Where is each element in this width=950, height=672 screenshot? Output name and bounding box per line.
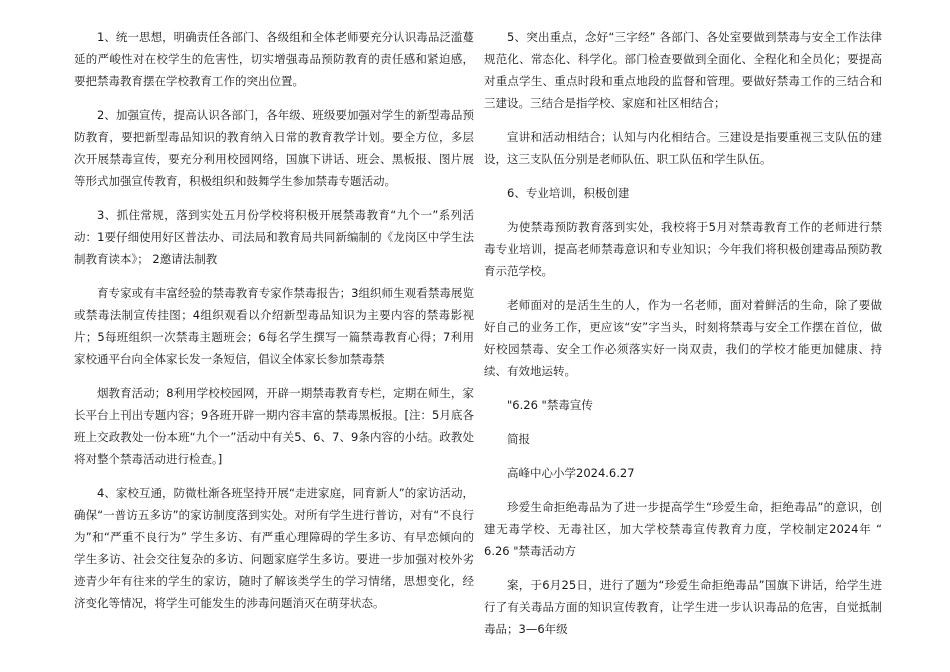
paragraph-key-points-cont: 宣讲和活动相结合；认知与内化相结合。三建设是指要重视三支队伍的建设，这三支队伍分别是老师队伍、职工队伍和学生队伍。 — [484, 130, 882, 166]
paragraph-routine-cont-2: 烟教育活动；8利用学校校园网，开辟一期禁毒教育专栏，定期在师生，家长平台上刊出专题内容；9各班开辟一期内容丰富的禁毒黑板报。[注：5月底各班上交政教处一份本班“九个一”活动中有关5、6、7、9条内容的小结。政教处将对整个禁毒活动进行检查。] — [74, 386, 474, 466]
briefing-label: 简报 — [507, 432, 530, 446]
paragraph-training: 为使禁毒预防教育落到实处，我校将于5月对禁毒教育工作的老师进行禁毒专业培训，提高老师禁毒意识和专业知识；今年我们将积极创建毒品预防教育示范学校。 — [484, 220, 882, 278]
paragraph-home-school: 4、家校互通，防微杜渐各班坚持开展“走进家庭，同育新人”的家访活动，确保“一普访五多访”的家访制度落到实处。对所有学生进行普访，对有“不良行为”和“严重不良行为” 学生多访、有严重心理障碍的学生多访、有早恋倾向的学生多访、社会交往复杂的多访、问题家庭学生多访。要进一步加强对校外劣迹青少年有往来的学生的家访，随时了解该类学生的学习情绪，思想变化，经济变化等情况，将学生可能发生的涉毒问题消灭在萌芽状态。 — [74, 486, 474, 610]
right-column — [484, 26, 882, 652]
paragraph-unify-thinking: 1、统一思想，明确责任各部门、各级组和全体老师要充分认识毒品泛滥蔓延的严峻性对在校学生的危害性，切实增强毒品预防教育的责任感和紧迫感，要把禁毒教育摆在学校教育工作的突出位置。 — [74, 30, 474, 88]
paragraph-routine: 3、抓住常规，落到实处五月份学校将积极开展禁毒教育“九个一”系列活动：1要仔细使用好区普法办、司法局和教育局共同新编制的《龙岗区中学生法制教育读本》； 2邀请法制教 — [74, 208, 474, 266]
paragraph-routine-cont-1: 育专家或有丰富经验的禁毒教育专家作禁毒报告；3组织师生观看禁毒展览或禁毒法制宣传挂图；4组织观看以介绍新型毒品知识为主要内容的禁毒影视片；5每班组织一次禁毒主题班会；6每名学生撰写一篇禁毒教育心得；7利用家校通平台向全体家长发一条短信，倡议全体家长参加禁毒禁 — [74, 286, 474, 366]
paragraph-cherish-life: 珍爱生命拒绝毒品为了进一步提高学生“珍爱生命，拒绝毒品”的意识，创建无毒学校、无毒社区，加大学校禁毒宣传教育力度，学校制定2024年 “ 6.26 "禁毒活动方 — [484, 500, 882, 558]
paragraph-training-heading: 6、专业培训，积极创建 — [507, 186, 630, 200]
paragraph-publicity: 2、加强宣传，提高认识各部门，各年级、班级要加强对学生的新型毒品预防教育，要把新型毒品知识的教育纳入日常的教育教学计划。要全方位，多层次开展禁毒宣传，要充分利用校园网络，国旗下讲话、班会、黑板报、图片展等形式加强宣传教育，积极组织和鼓舞学生参加禁毒专题活动。 — [74, 108, 474, 188]
paragraph-cherish-life-cont: 案，于6月25日，进行了题为“珍爱生命拒绝毒品”国旗下讲话，给学生进行了有关毒品方面的知识宣传教育，让学生进一步认识毒品的危害，自觉抵制毒品；3—6年级 — [484, 578, 882, 636]
paragraph-teachers: 老师面对的是活生生的人，作为一名老师，面对着鲜活的生命，除了要做好自己的业务工作，更应该“安”字当头，时刻将禁毒与安全工作摆在首位，做好校园禁毒、安全工作必须落实好一岗双责，我们的学校才能更加健康、持续、有效地运转。 — [484, 298, 882, 378]
left-column — [74, 26, 474, 626]
school-date: 高峰中心小学2024.6.27 — [507, 466, 635, 480]
paragraph-key-points: 5、突出重点，念好“三字经” 各部门、各处室要做到禁毒与安全工作法律规范化、常态化、科学化。部门检查要做到全面化、全程化和全员化；要提高对重点学生、重点时段和重点地段的监督和管理。要做好禁毒工作的三结合和三建设。三结合是指学校、家庭和社区相结合； — [484, 30, 882, 110]
briefing-title: "6.26 "禁毒宣传 — [507, 398, 593, 412]
